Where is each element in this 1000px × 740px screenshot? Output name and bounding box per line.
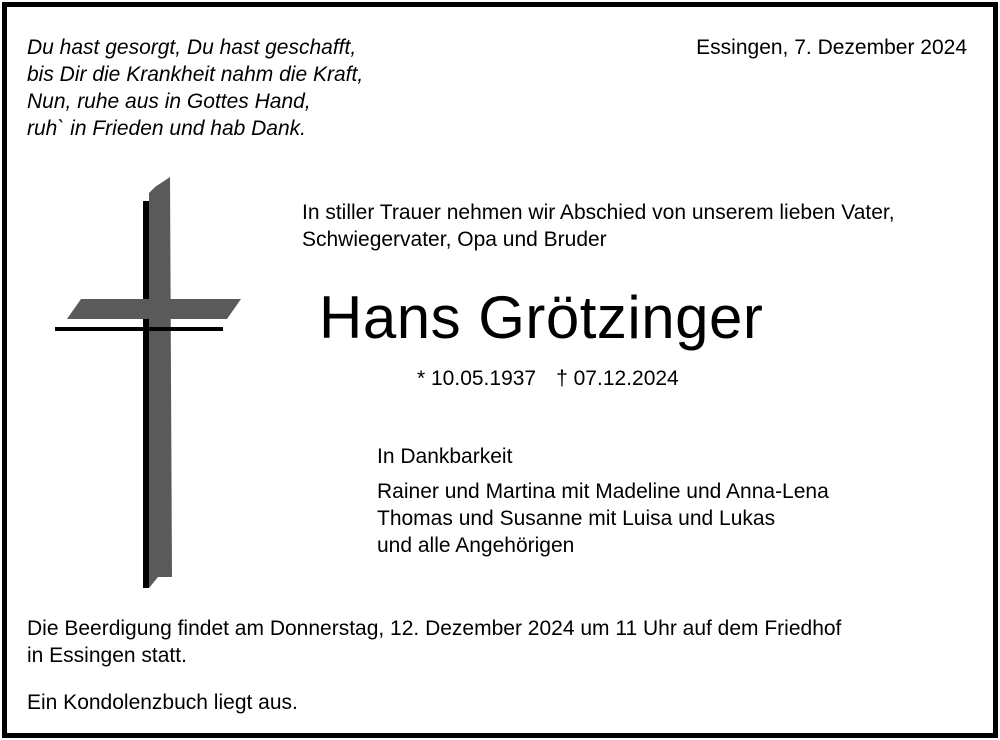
intro-text — [302, 199, 895, 253]
life-dates — [417, 365, 679, 392]
cross-icon — [47, 167, 247, 602]
intro-line: Schwiegervater, Opa und Bruder — [302, 228, 607, 251]
poem-line: ruh` in Frieden und hab Dank. — [27, 117, 306, 140]
deceased-name: Hans Grötzinger — [319, 284, 764, 351]
poem-line: Nun, ruhe aus in Gottes Hand, — [27, 90, 311, 113]
mourners-block — [377, 443, 829, 559]
place-and-date: Essingen, 7. Dezember 2024 — [696, 36, 967, 59]
death-date: † 07.12.2024 — [556, 367, 679, 390]
funeral-line: in Essingen statt. — [27, 644, 187, 667]
poem-line: Du hast gesorgt, Du hast geschafft, — [27, 36, 357, 59]
intro-line: In stiller Trauer nehmen wir Abschied von unserem lieben Vater, — [302, 201, 895, 224]
obituary-notice — [2, 2, 998, 738]
condolence-note: Ein Kondolenzbuch liegt aus. — [27, 691, 298, 714]
poem-line: bis Dir die Krankheit nahm die Kraft, — [27, 63, 364, 86]
funeral-info — [27, 615, 841, 669]
mourner-line: Rainer und Martina mit Madeline und Anna-Lena — [377, 480, 829, 503]
mourners-heading: In Dankbarkeit — [377, 445, 513, 468]
mourner-line: Thomas und Susanne mit Luisa und Lukas — [377, 507, 776, 530]
poem — [27, 34, 363, 142]
funeral-line: Die Beerdigung findet am Donnerstag, 12. Dezember 2024 um 11 Uhr auf dem Friedhof — [27, 617, 842, 640]
birth-date: * 10.05.1937 — [417, 367, 537, 390]
mourner-line: und alle Angehörigen — [377, 534, 575, 557]
